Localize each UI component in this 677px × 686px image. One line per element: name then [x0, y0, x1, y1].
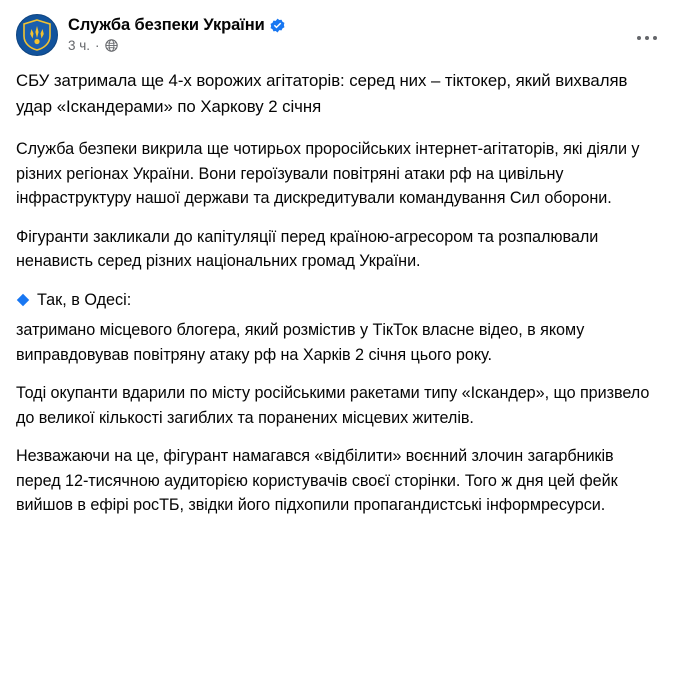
bullet-body: затримано місцевого блогера, який розмістив у ТікТок власне відео, в якому виправдовував повітряну атаку рф на Харків 2 січня цього року. [16, 321, 585, 364]
page-name[interactable]: Служба безпеки України [68, 16, 265, 34]
post-timestamp[interactable]: 3 ч. [68, 38, 91, 53]
bullet-label: Так, в Одесі: [37, 290, 132, 309]
post-headline: СБУ затримала ще 4-х ворожих агітаторів: серед них – тіктокер, який вихваляв удар «Іскандерами» по Харкову 2 січня [16, 71, 628, 116]
more-options-button[interactable] [631, 22, 663, 54]
post-paragraph-1: Служба безпеки викрила ще чотирьох проросійських інтернет-агітаторів, які діяли у різних регіонах України. Вони героїзували повітряні атаки рф на цивільну інфраструктуру нашої держави та дискредитували командування Сил оборони. [16, 140, 640, 207]
blue-diamond-icon [16, 293, 30, 307]
ellipsis-icon [637, 36, 658, 41]
globe-icon[interactable] [105, 39, 118, 52]
post-paragraph-2: Фігуранти закликали до капітуляції перед країною-агресором та розпалювали ненависть серед різних національних громад України. [16, 227, 599, 270]
post-meta-row [68, 37, 285, 54]
bullet-heading [16, 288, 661, 313]
avatar[interactable] [16, 14, 58, 56]
author-name-row [68, 15, 285, 35]
meta-separator: · [95, 38, 100, 53]
post-paragraph-4: Незважаючи на це, фігурант намагався «відбілити» воєнний злочин загарбників перед 12-тисячною аудиторією користувачів своєї сторінки. Того ж дня цей фейк вийшов в ефірі росТБ, звідки його підхопили пропагандистські інформресурси. [16, 447, 618, 514]
post-body [0, 62, 677, 518]
sbu-emblem-icon [22, 19, 52, 51]
post-header [0, 0, 677, 62]
post-author-block [68, 14, 285, 54]
verified-badge-icon[interactable] [270, 18, 285, 33]
post-paragraph-3: Тоді окупанти вдарили по місту російськими ракетами типу «Іскандер», що призвело до великої кількості загиблих та поранених місцевих жителів. [16, 384, 650, 427]
